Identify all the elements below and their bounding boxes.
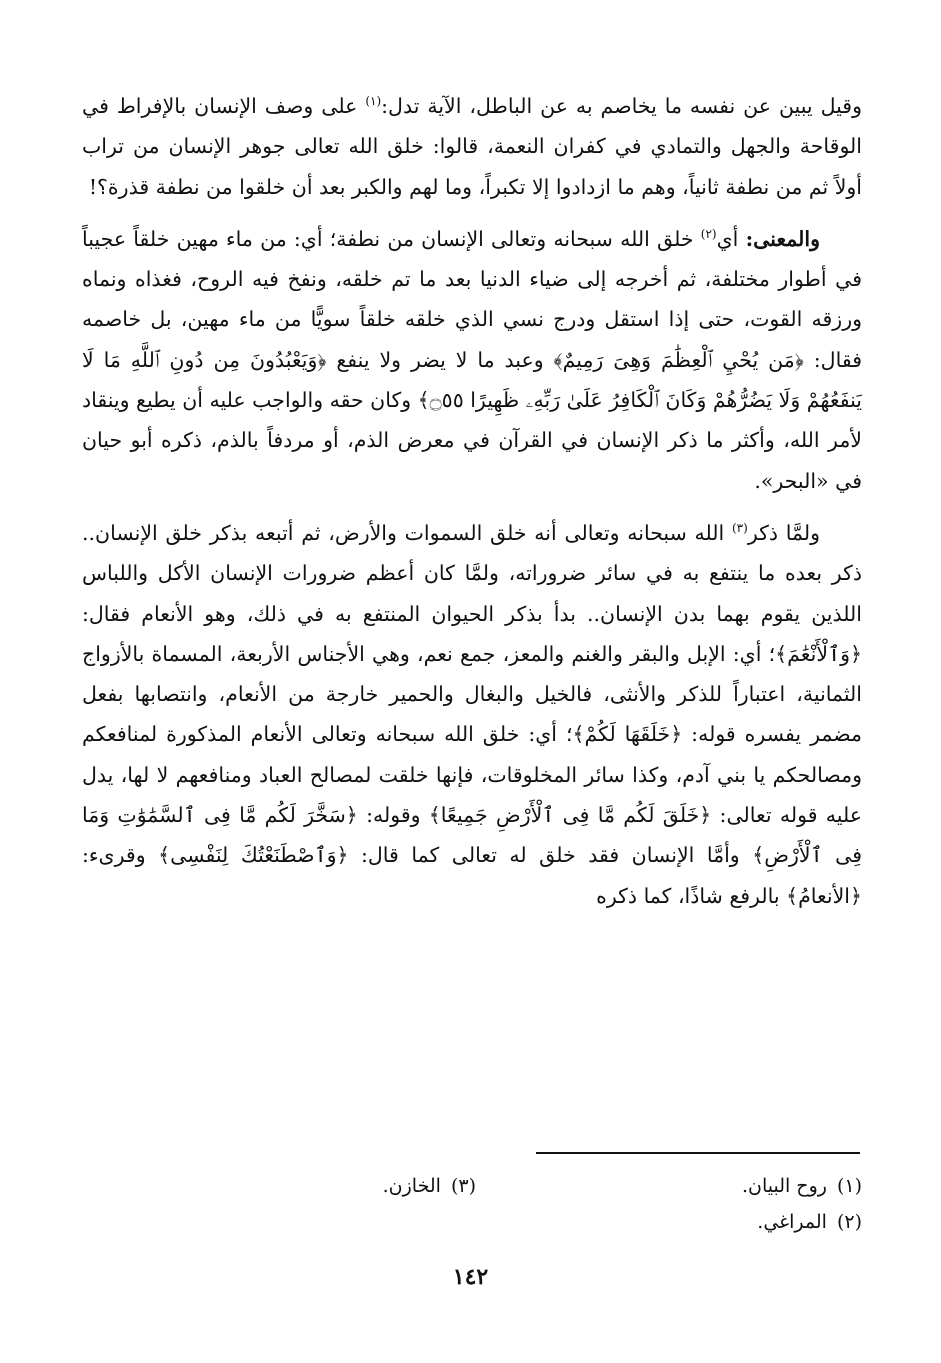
footnote-2 — [476, 1204, 862, 1240]
footnote-3 — [90, 1168, 476, 1204]
text-after-ref: الله سبحانه وتعالى أنه خلق السموات والأرض، ثم أتبعه بذكر خلق الإنسان.. ذكر بعده ما ينتفع به في سائر ضروراته، ولمَّا كان أعظم ضرورات الإنسان الأكل واللباس اللذين يقوم بهما بدن الإنسان.. بدأ بذكر الحيوان المنتفع به في ذلك، وهو الأنعام فقال: ﴿وَٱلْأَنْعَٰمَ﴾؛ أي: الإبل والبقر والغنم والمعز، جمع نعم، وهي الأجناس الأربعة، المسماة بالأزواج الثمانية، اعتباراً للذكر والأنثى، فالخيل والبغال والحمير خارجة من الأنعام، وانتصابها بفعل مضمر يفسره قوله: ﴿خَلَقَهَا لَكُمْ﴾؛ أي: خلق الله سبحانه وتعالى الأنعام المذكورة لمنافعكم ومصالحكم يا بني آدم، وكذا سائر المخلوقات، فإنها خلقت لمصالح العباد ومنافعهم لا لها، يدل عليه قوله تعالى: ﴿خَلَقَ لَكُم مَّا فِى ٱلْأَرْضِ جَمِيعًا﴾ وقوله: ﴿سَخَّرَ لَكُم مَّا فِى ٱلسَّمَٰوَٰتِ وَمَا فِى ٱلْأَرْضِ﴾ وأمَّا الإنسان فقد خلق له تعالى كما قال: ﴿وَٱصْطَنَعْتُكَ لِنَفْسِى﴾ وقرىء: ﴿الأنعامُ﴾ بالرفع شاذًا، كما ذكره — [82, 520, 862, 908]
text-before-ref: ولمَّا ذكر — [747, 520, 820, 545]
text-after-ref: خلق الله سبحانه وتعالى الإنسان من نطفة؛ أي: من ماء مهين خلقاً عجيباً في أطوار مختلفة، ثم أخرجه إلى ضياء الدنيا بعد ما تم خلقه، ونفخ فيه الروح، فغذاه ونماه ورزقه القوت، حتى إذا استقل ودرج نسي الذي خلقه خلقاً سويًّا من ماء مهين، بل خاصمه فقال: ﴿مَن يُحْيِ ٱلْعِظَٰمَ وَهِىَ رَمِيمٌ﴾ وعبد ما لا يضر ولا ينفع ﴿وَيَعْبُدُونَ مِن دُونِ ٱللَّهِ مَا لَا يَنفَعُهُمْ وَلَا يَضُرُّهُمْ وَكَانَ ٱلْكَافِرُ عَلَىٰ رَبِّهِۦ ظَهِيرًا ۝٥٥﴾ وكان حقه والواجب عليه أن يطيع وينقاد لأمر الله، وأكثر ما ذكر الإنسان في القرآن في معرض الذم، أو مردفاً بالذم، ذكره أبو حيان في «البحر». — [82, 226, 862, 493]
main-text — [82, 86, 862, 916]
lead-word: والمعنى: — [745, 226, 820, 251]
footnote-number: (٢) — [836, 1211, 862, 1233]
footnote-text: روح البيان. — [741, 1175, 827, 1197]
footnotes — [82, 1168, 862, 1240]
text-before-ref: أي — [716, 226, 746, 251]
text-before-ref: وقيل يبين عن نفسه ما يخاصم به عن الباطل، الآية تدل: — [381, 94, 862, 118]
footnote-row — [82, 1168, 862, 1204]
footnote-number: (١) — [836, 1175, 862, 1197]
footnote-divider — [536, 1152, 860, 1154]
paragraph-2 — [82, 219, 862, 501]
page-number: ١٤٢ — [452, 1264, 489, 1290]
footnote-row — [82, 1204, 862, 1240]
footnote-ref-3: (٣) — [731, 521, 748, 536]
footnote-ref-1: (١) — [365, 94, 382, 109]
footnote-number: (٣) — [450, 1175, 476, 1197]
footnote-1 — [476, 1168, 862, 1204]
paragraph-1 — [82, 86, 862, 207]
footnote-text: المراغي. — [757, 1211, 827, 1233]
text-after-ref: على وصف الإنسان بالإفراط في الوقاحة والجهل والتمادي في كفران النعمة، قالوا: خلق الله تعالى جوهر الإنسان من تراب أولاً ثم من نطفة ثانياً، وهم ما ازدادوا إلا تكبراً، وما لهم والكبر بعد أن خلقوا من نطفة قذرة؟! — [82, 94, 862, 199]
footnote-text: الخازن. — [382, 1175, 441, 1197]
footnote-ref-2: (٢) — [700, 227, 717, 242]
paragraph-3 — [82, 513, 862, 916]
